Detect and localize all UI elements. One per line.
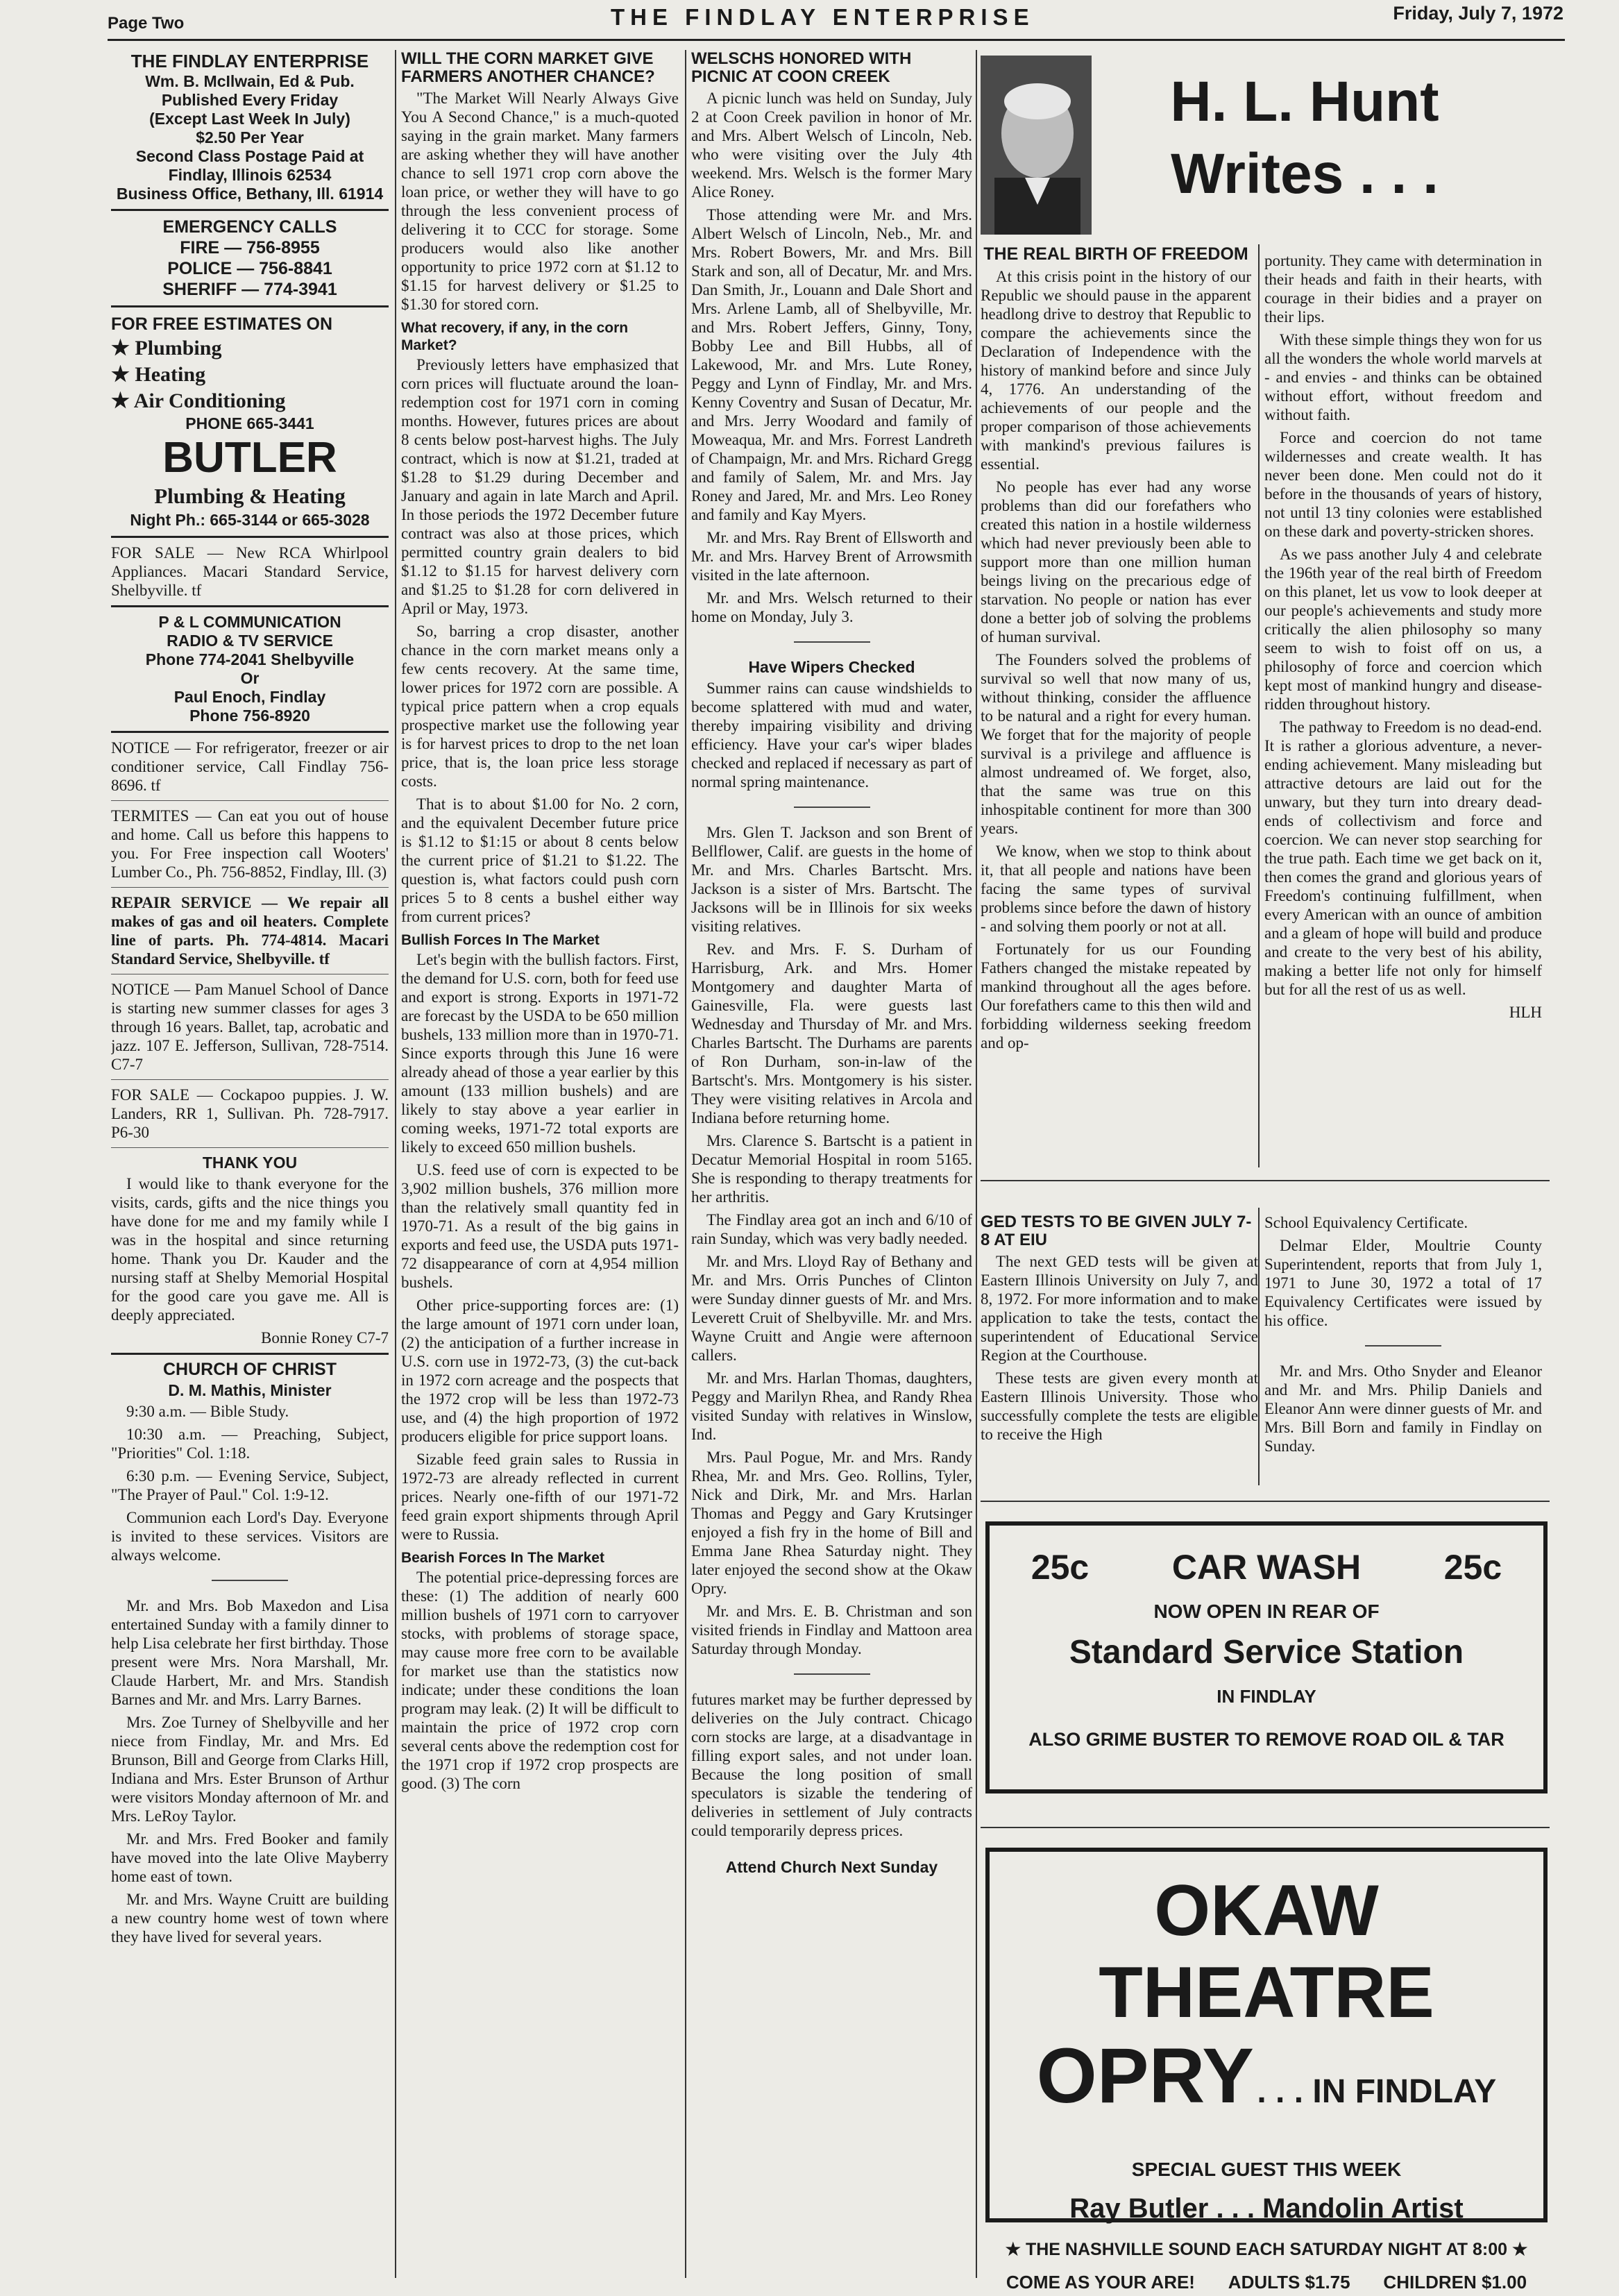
pl-line: Or [240, 669, 260, 687]
masthead [0, 0, 1619, 42]
article-paragraph: Let's begin with the bullish factors. First, the demand for U.S. corn, both for feed use and export is strong. Exports in 1971-72 are forecast by the USDA to be 650 million bushels, 133 million more than in 1970-71. Since exports through this June 16 were already ahead of those a year earlier by this amount (133 million bushels) and are likely to stay above a year earlier in coming weeks, 1971-72 total exports are likely to exceed 650 million bushels. [401, 951, 679, 1156]
okaw-guest: Ray Butler . . . Mandolin Artist [1069, 2193, 1464, 2224]
butler-name: BUTLER [162, 434, 337, 482]
article-paragraph: Other price-supporting forces are: (1) the large amount of 1971 corn under loan, (2) the anticipation of a further increase in U.S. corn use in 1972-73, (3) the cut-back in 1972 corn acreage and the pospects that the 1972 crop will be less than 1972-73 use, and (4) the high proportion of 1972 producers eligible for price support loans. [401, 1297, 679, 1445]
carwash-header [990, 1546, 1543, 1588]
church-line: Communion each Lord's Day. Everyone is invited to these services. Visitors are always welcome. [111, 1509, 389, 1564]
article-title: WILL THE CORN MARKET GIVE FARMERS ANOTHER CHANCE? [401, 50, 655, 86]
article-paragraph: The potential price-depressing forces are these: (1) The addition of nearly 600 million bushels of 1971 corn to carryover stocks, with problems of storage space, may cause more free corn to be available for market use than the statistics now indicate; under these conditions the loan program may leak. (2) It will be difficult to maintain the price of 1972 crop corn several cents above the redemption cost for the 1971 crop if 1972 crop prospects are good. (3) The corn [401, 1569, 679, 1792]
social-item: Mrs. Clarence S. Bartscht is a patient in Decatur Memorial Hospital in room 5165. She is responding to therapy treatments for her arthritis. [691, 1132, 972, 1206]
article-paragraph: School Equivalency Certificate. [1264, 1214, 1468, 1231]
article-paragraph: Delmar Elder, Moultrie County Superintendent, reports that from July 1, 1971 to June 30, 1972 a total of 17 Equivalency Certificates were issued by his office. [1264, 1237, 1542, 1329]
pl-line: Phone 756-8920 [189, 707, 310, 725]
article-paragraph: Previously letters have emphasized that corn prices will fluctuate around the loan-redemption cost for 1971 corn in coming months. However, futures prices are about 8 cents below post-harvest highs. The July contract, which is now at $1.21, traded at $1.28 to $1.29 during December and January and again in late March and April. In those periods the 1972 December future contract was also at those prices, which permitted country grain dealers to bid $1.12 to $1.15 for harvest delivery corn and $1.25 to $1.28 for corn delivered in April or May, 1973. [401, 356, 679, 617]
column-divider [395, 50, 396, 2278]
carwash-price: 25c [1443, 1548, 1502, 1587]
publisher-line: Business Office, Bethany, Ill. 61914 [116, 185, 384, 203]
divider [212, 1580, 288, 1581]
divider [794, 807, 870, 808]
divider [111, 800, 389, 801]
butler-ad [111, 313, 389, 530]
social-item: The Findlay area got an inch and 6/10 of rain Sunday, which was very badly needed. [691, 1211, 972, 1247]
thanks-title: THANK YOU [202, 1154, 298, 1172]
divider [111, 731, 389, 733]
article-paragraph: No people has ever had any worse problems than did our forefathers who created this nation in a hostile wilderness which had never previously been able to support more than one million human beings living on the precarious edge of starvation. No people or nation has ever done a better job of solving the problems of human survival. [981, 478, 1251, 645]
column-divider [1258, 1208, 1260, 1485]
article-paragraph: We know, when we stop to think about it, that all people and nations have been facing the same types of survival problems since before the dawn of history - and solving them poorly or not at all. [981, 843, 1251, 935]
social-item: Mr. and Mrs. Fred Booker and family have moved into the late Olive Mayberry home east of town. [111, 1830, 389, 1885]
publisher-line: $2.50 Per Year [196, 128, 304, 146]
service-item: ★ Heating [111, 363, 206, 386]
social-item: Mr. and Mrs. E. B. Christman and son visited friends in Findlay and Mattoon area Saturday through Monday. [691, 1603, 972, 1657]
okaw-line: ★ THE NASHVILLE SOUND EACH SATURDAY NIGHT AT 8:00 ★ [1005, 2240, 1528, 2259]
article-paragraph: As we pass another July 4 and celebrate the 196th year of the real birth of Freedom on this planet, let us vow to look deeper at our people's achievements and study more critically the alien philosophy so many seem to wish to foist off on us, a philosophy of force and coercion which kept most of mankind hungry and disease-ridden throughout history. [1264, 546, 1542, 713]
article-paragraph: Mr. and Mrs. Ray Brent of Ellsworth and Mr. and Mrs. Harvey Brent of Arrowsmith visited in the late afternoon. [691, 529, 972, 584]
article-paragraph: The next GED tests will be given at Eastern Illinois University on July 7, and 8, 1972. For more information and to make application to take the tests, contact the superintendent of Educational Service Region at the Courthouse. [981, 1253, 1258, 1364]
hunt-subhead: THE REAL BIRTH OF FREEDOM [983, 244, 1248, 264]
article-paragraph: With these simple things they won for us all the wonders the whole world marvels at - and envies - and thinks can be obtained without effort, without freedom and without faith. [1264, 331, 1542, 423]
okaw-location: . . . IN FINDLAY [1257, 2073, 1497, 2110]
article-paragraph: At this crisis point in the history of our Republic we should pause in the apparent headlong drive to destroy that Republic to compare the achievements since the Declaration of Independence with the history of mankind before and since July 4, 1776. An understanding of the achievements of our people and the proper comparison of those achievements with mankind's previous failures is essential. [981, 268, 1251, 473]
social-item: Mr. and Mrs. Otho Snyder and Eleanor and Mr. and Mrs. Philip Daniels and Eleanor Ann were dinner guests of Mr. and Mrs. Bill Born and family in Findlay on Sunday. [1264, 1362, 1542, 1455]
church-title: CHURCH OF CHRIST [163, 1360, 337, 1379]
okaw-opry-line [990, 2032, 1543, 2141]
emergency-box [111, 217, 389, 300]
article-subhead: Bearish Forces In The Market [401, 1550, 604, 1566]
hunt-column-right [1264, 251, 1542, 1160]
carwash-ad [985, 1521, 1548, 1793]
divider [111, 1353, 389, 1355]
pl-line: Paul Enoch, Findlay [173, 688, 326, 706]
emergency-title: EMERGENCY CALLS [162, 217, 337, 237]
social-item: Mr. and Mrs. Harlan Thomas, daughters, Peggy and Marilyn Rhea, and Randy Rhea visited Sunday with relatives in Winslow, Ind. [691, 1369, 972, 1443]
fire-phone: FIRE — 756-8955 [180, 238, 320, 258]
paper-name: THE FINDLAY ENTERPRISE [611, 4, 1035, 30]
attend-church: Attend Church Next Sunday [725, 1858, 938, 1876]
issue-date: Friday, July 7, 1972 [1393, 3, 1563, 24]
section-rule [981, 1501, 1550, 1502]
okaw-line: SPECIAL GUEST THIS WEEK [1131, 2159, 1402, 2180]
divider [794, 641, 870, 643]
butler-night-phone: Night Ph.: 665-3144 or 665-3028 [130, 511, 370, 529]
divider [111, 605, 389, 607]
article-paragraph: Force and coercion do not tame wildernesses and create wealth. It has never been done. Men could not do it before in the thousands of years of history, not until 13 tiny colonies were established on these dark and poverty-stricken shores. [1264, 429, 1542, 540]
carwash-title: CAR WASH [1171, 1548, 1362, 1587]
butler-trade: Plumbing & Heating [154, 484, 346, 508]
service-item: ★ Plumbing [111, 337, 222, 360]
carwash-line: IN FINDLAY [1217, 1686, 1316, 1707]
church-line: 9:30 a.m. — Bible Study. [126, 1403, 289, 1420]
okaw-child-price: CHILDREN $1.00 [1383, 2272, 1527, 2293]
article-paragraph: Mr. and Mrs. Welsch returned to their home on Monday, July 3. [691, 589, 972, 625]
estimates-head: FOR FREE ESTIMATES ON [111, 314, 332, 334]
portrait-image [981, 56, 1092, 235]
publisher-box [111, 50, 389, 203]
okaw-theatre-ad [985, 1848, 1548, 2293]
okaw-line: COME AS YOUR ARE! [1006, 2272, 1195, 2293]
classified-ad: NOTICE — Pam Manuel School of Dance is starting new summer classes for ages 3 through 16 years. Ballet, tap, acrobatic and jazz. 107 E. Jefferson, Sullivan, 728-7514. C7-7 [111, 981, 389, 1073]
social-item: Mr. and Mrs. Bob Maxedon and Lisa entertained Sunday with a family dinner to help Lisa celebrate her first birthday. Those present were Mrs. Nora Marshall, Mr. Claude Harbert, Mr. and Mrs. Standish Barnes and Mr. and Mrs. Larry Barnes. [111, 1597, 389, 1708]
hunt-column-left [981, 244, 1251, 1160]
okaw-title: OKAW THEATRE [1099, 1871, 1434, 2033]
carwash-price: 25c [1031, 1548, 1090, 1587]
hunt-title [1110, 66, 1499, 210]
service-item: ★ Air Conditioning [111, 389, 286, 412]
divider [111, 1147, 389, 1148]
social-item: Mrs. Zoe Turney of Shelbyville and her niece from Findlay, Mr. and Mrs. Ed Brunson, Bill and George from Clarks Hill, Indiana and Mrs. Ester Brunson of Arthur were visitors Monday afternoon of Mr. and Mrs. LeRoy Taylor. [111, 1714, 389, 1825]
ged-column-right [1264, 1213, 1542, 1484]
column-divider [685, 50, 686, 2278]
publisher-title: THE FINDLAY ENTERPRISE [130, 51, 369, 71]
social-item: Mr. and Mrs. Lloyd Ray of Bethany and Mr. and Mrs. Orris Punches of Clinton were Sunday dinner guests of Mr. and Mrs. Leverett Cruit of Shelbyville. Mr. and Mrs. Wayne Cruitt and Angie were afternoon callers. [691, 1253, 972, 1364]
pl-ad [111, 613, 389, 725]
article-paragraph: Fortunately for us our Founding Fathers changed the mistake repeated by mankind throughout all the ages before. Our forefathers came to this then wild and forbidding wilderness seeking freedom and op- [981, 940, 1251, 1052]
column-divider [1258, 244, 1260, 1167]
article-paragraph: The pathway to Freedom is no dead-end. It is rather a glorious adventure, a never-ending achievement. Many misleading but attractive detours are laid out for the unwary, but they turn into dreary dead-ends of collectivism and force and coercion. We can never stop searching for the true path. Each time we get back on it, then comes the grand and glorious years of Freedom's continuing fulfillment, when every American with an ounce of ambition and a gleam of hope will build and produce and create to the very best of his ability, making a better life not only for himself but for all the rest of us as well. [1264, 718, 1542, 998]
publisher-line: (Except Last Week In July) [149, 110, 350, 128]
article-paragraph: The Founders solved the problems of survival so well that now many of us, without thinking, consider the affluence to be natural and a right for every human. We forget that for the majority of people survival is a privilege and affluence is almost undreamed of. We forget, also, that the same was true on this inhospitable continent for more than 300 years. [981, 651, 1251, 837]
article-paragraph: That is to about $1.00 for No. 2 corn, and the equivalent December future price is $1.12 to $1:15 or about 8 cents below the current price of $1.21 to $1.22. The question is, what factors could push corn prices 5 to 8 cents a bushel either way from current prices? [401, 795, 679, 925]
article-subhead: Bullish Forces In The Market [401, 932, 600, 948]
social-item: Mrs. Glen T. Jackson and son Brent of Bellflower, Calif. are guests in the home of Mr. and Mrs. Charles Bartscht. Mrs. Jackson is a sister of Mrs. Bartscht. The Jacksons will be in Illinois for six weeks visiting relatives. [691, 824, 972, 935]
article-paragraph: U.S. feed use of corn is expected to be 3,902 million bushels, 376 million more than the relatively small quantity fed in 1970-71. As a result of the big gains in exports and feed use, the USDA puts 1971-72 disappearance of corn at 4,954 million bushels. [401, 1161, 679, 1291]
social-item: Mr. and Mrs. Wayne Cruitt are building a new country home west of town where they have lived for several years. [111, 1891, 389, 1945]
hunt-signature: HLH [1509, 1004, 1542, 1021]
article-paragraph: portunity. They came with determination in their heads and faith in their hearts, with courage in their bidies and a prayer on their lips. [1264, 252, 1542, 326]
article-title: WELSCHS HONORED WITH PICNIC AT COON CREEK [691, 50, 912, 86]
column-2 [401, 50, 679, 2278]
masthead-rule [108, 39, 1565, 41]
publisher-line: Published Every Friday [161, 91, 339, 109]
pl-line: Phone 774-2041 Shelbyville [145, 650, 355, 668]
classified-ad: FOR SALE — New RCA Whirlpool Appliances. Macari Standard Service, Shelbyville. tf [111, 544, 389, 599]
divider [111, 887, 389, 888]
okaw-prices [990, 2268, 1543, 2296]
publisher-line: Wm. B. McIlwain, Ed & Pub. [145, 72, 355, 90]
wipers-title: Have Wipers Checked [748, 658, 915, 676]
sheriff-phone: SHERIFF — 774-3941 [162, 280, 337, 299]
classified-ad: FOR SALE — Cockapoo puppies. J. W. Landers, RR 1, Sullivan. Ph. 728-7917. P6-30 [111, 1086, 389, 1141]
divider [111, 305, 389, 307]
social-item: Rev. and Mrs. F. S. Durham of Harrisburg, Ark. and Mrs. Homer Montgomery and daughter Marta of Gainesville, Fla. were guests last Wednesday and Thursday of Mr. and Mrs. Charles Bartscht. The Durhams are parents of Ron Durham, son-in-law of the Bartscht's. Mrs. Montgomery is his sister. They were visiting relatives in Arcola and Indiana before returning home. [691, 940, 972, 1126]
divider [111, 209, 389, 211]
article-paragraph: Summer rains can cause windshields to become splattered with mud and water, thereby impairing visibility and driving efficiency. Have your car's wiper blades checked and replaced if necessary as part of normal spring maintenance. [691, 679, 972, 791]
church-line: 10:30 a.m. — Preaching, Subject, "Priorities" Col. 1:18. [111, 1426, 389, 1462]
okaw-adult-price: ADULTS $1.75 [1228, 2272, 1350, 2293]
social-item: Mrs. Paul Pogue, Mr. and Mrs. Randy Rhea, Mr. and Mrs. Geo. Rollins, Tyler, Nick and Dirk, Mr. and Mrs. Harlan Thomas and Peggy and Gary Krutsinger enjoyed a fish fry in the home of Bill and Emma Jane Rhea Saturday night. They later enjoyed the second show at the Okaw Opry. [691, 1449, 972, 1597]
divider [1365, 1345, 1441, 1347]
classified-ad: NOTICE — For refrigerator, freezer or air conditioner service, Call Findlay 756-8696. tf [111, 739, 389, 794]
article-paragraph: Those attending were Mr. and Mrs. Albert Welsch of Lincoln, Neb., Mr. and Mrs. Robert Bowers, Mr. and Mrs. Bill Stark and son, all of Decatur, Mr. and Mrs. Dan Smith, Jr., Louann and Dale Short and Mrs. Arlene Lamb, all of Shelbyville, Mr. and Mrs. Robert Jeffers, Ginny, Tony, Bobby Lee and Bill Hubbs, all of Lakewood, Mr. and Mrs. Lute Roney, Peggy and Lynn of Findlay, Mr. and Mrs. Kenny Coventry and Susan of Decatur, Mr. and Mrs. Jerry Woodard and family of Moweaqua, Mr. and Mrs. Forrest Landreth of Champaign, Mr. and Mrs. Richard Gregg and family of Salem, Mr. and Mrs. Jay Roney and Jared, Mr. and Mrs. Leo Roney and family and Kay Myers. [691, 206, 972, 523]
carwash-line: ALSO GRIME BUSTER TO REMOVE ROAD OIL & TAR [1028, 1729, 1504, 1750]
carwash-station: Standard Service Station [1069, 1634, 1464, 1671]
police-phone: POLICE — 756-8841 [167, 259, 332, 278]
article-paragraph: A picnic lunch was held on Sunday, July 2 at Coon Creek pavilion in honor of Mr. and Mrs. Albert Welsch of Lincoln, Neb. who were visiting over the July 4th weekend. Mrs. Welsch is the former Mary Alice Roney. [691, 90, 972, 201]
church-line: 6:30 p.m. — Evening Service, Subject, "The Prayer of Paul." Col. 1:9-12. [111, 1467, 389, 1503]
section-rule [981, 1827, 1550, 1828]
church-minister: D. M. Mathis, Minister [168, 1381, 332, 1399]
pl-line: RADIO & TV SERVICE [167, 632, 333, 650]
hunt-title-line: H. L. Hunt [1170, 70, 1439, 133]
hunt-title-line: Writes . . . [1171, 142, 1439, 205]
article-paragraph: So, barring a crop disaster, another chance in the corn market means only a few cents recovery. At the same time, lower prices for 1972 corn are possible. A typical price pattern when a crop equals prospective market use the following year is for harvest prices to drop to the net loan price, that is, the loan price less storage costs. [401, 623, 679, 790]
page-number: Page Two [108, 14, 185, 33]
column-1 [111, 50, 389, 2278]
article-paragraph: These tests are given every month at Eastern Illinois University. Those who successfully complete the tests are eligible to receive the High [981, 1369, 1258, 1443]
pl-line: P & L COMMUNICATION [158, 613, 341, 631]
article-title: GED TESTS TO BE GIVEN JULY 7-8 AT EIU [981, 1213, 1252, 1249]
article-paragraph: Sizable feed grain sales to Russia in 1972-73 are already reflected in current prices. Nearly one-fifth of our 1971-72 feed grain export shipments through April were to Russia. [401, 1451, 679, 1543]
author-photo [981, 56, 1092, 235]
thanks-body: I would like to thank everyone for the visits, cards, gifts and the nice things you have done for me and my family while I was in the hospital and since returning home. Thank you Dr. Kauder and the nursing staff at Shelby Memorial Hospital for the good care you gave me. All is deeply appreciated. [111, 1175, 389, 1324]
classified-ad: REPAIR SERVICE — We repair all makes of gas and oil heaters. Complete line of parts. Ph. 774-4814. Macari Standard Service, Shelbyville. tf [111, 894, 389, 968]
thanks-signature: Bonnie Roney C7-7 [261, 1329, 389, 1347]
okaw-opry: OPRY [1036, 2032, 1254, 2119]
column-divider [976, 50, 977, 2278]
column-3 [691, 50, 972, 2278]
publisher-line: Findlay, Illinois 62534 [168, 166, 332, 184]
divider [794, 1673, 870, 1675]
ged-column-left [981, 1213, 1258, 1484]
article-subhead: What recovery, if any, in the corn Market? [401, 320, 629, 353]
divider [111, 536, 389, 538]
article-paragraph: "The Market Will Nearly Always Give You A Second Chance," is a much-quoted saying in the grain market. Many farmers are asking whether they will have another chance to sell 1971 crop corn above the loan price, or wether they will have to go through the less convenient process of delivering it to CCC for storage. Some producers would also like another opportunity to price 1972 corn at $1.12 to $1.15 for harvest delivery or $1.25 to $1.30 for stored corn. [401, 90, 679, 313]
butler-phone: PHONE 665-3441 [185, 414, 314, 432]
carwash-line: NOW OPEN IN REAR OF [1153, 1601, 1380, 1622]
classified-ad: TERMITES — Can eat you out of house and home. Call us before this happens to you. For Free inspection call Wooters' Lumber Co., Ph. 756-8852, Findlay, Ill. (3) [111, 807, 389, 881]
publisher-line: Second Class Postage Paid at [135, 147, 364, 165]
divider [111, 1079, 389, 1080]
section-rule [981, 1180, 1550, 1181]
article-paragraph: futures market may be further depressed by deliveries on the July contract. Chicago corn stocks are large, at a disadvantage in filling export sales, and not under loan. Because the long position of small speculators is sizable the tendering of deliveries in settlement of July contracts could temporarily depress prices. [691, 1691, 972, 1839]
